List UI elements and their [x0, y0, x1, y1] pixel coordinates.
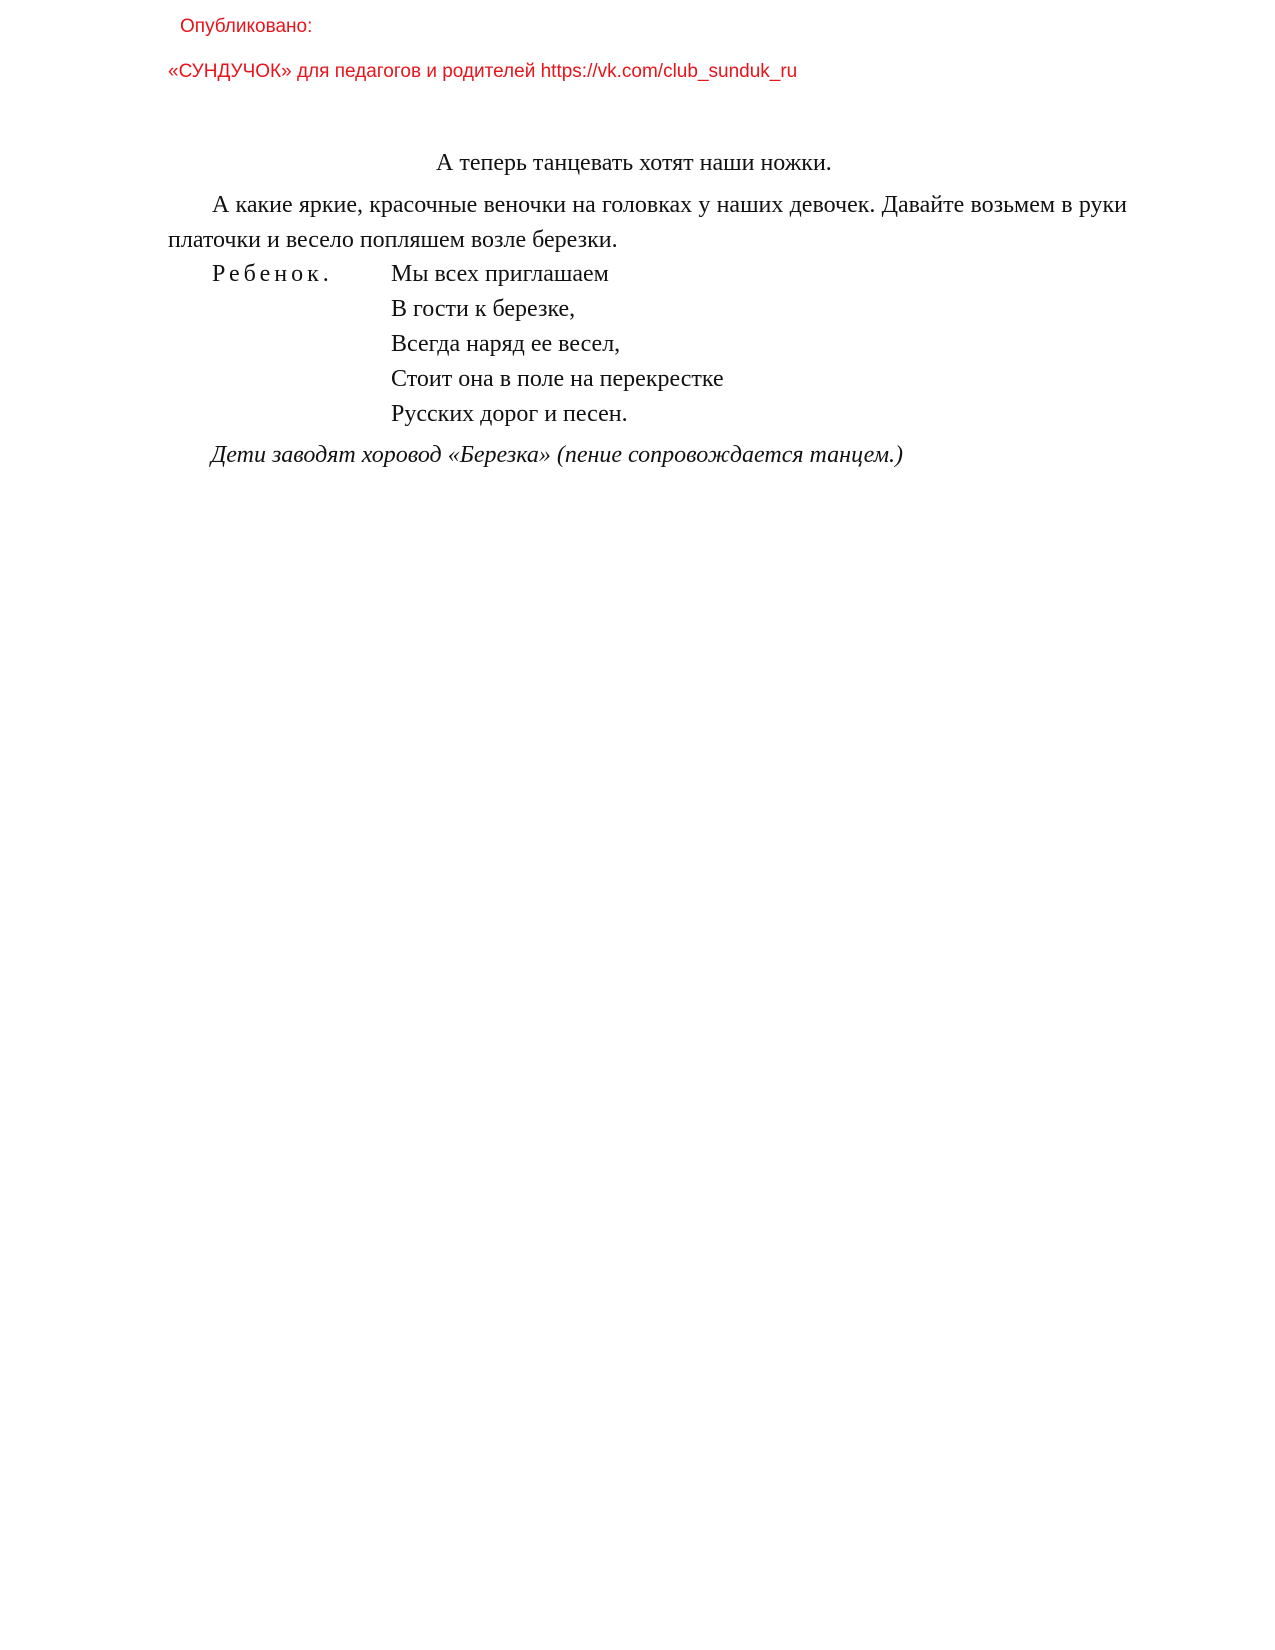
source-line: [168, 61, 797, 83]
verse-line: Стоит она в поле на перекрестке: [391, 366, 724, 392]
centered-line: А теперь танцевать хотят наши ножки.: [436, 150, 832, 176]
source-text: «СУНДУЧОК» для педагогов и родителей: [168, 61, 536, 82]
verse-line: Русских дорог и песен.: [391, 401, 628, 427]
published-label: Опубликовано:: [180, 16, 313, 37]
paragraph: А какие яркие, красочные веночки на головках у наших девочек. Давайте возьмем в руки платочки и весело попляшем возле березки.: [168, 192, 1127, 253]
verse-line: В гости к березке,: [391, 296, 576, 322]
stage-direction: Дети заводят хоровод «Березка» (пение сопровождается танцем.): [211, 442, 904, 468]
verse-line: Мы всех приглашаем: [391, 261, 609, 287]
source-link[interactable]: https://vk.com/club_sunduk_ru: [540, 61, 798, 82]
verse-line: Всегда наряд ее весел,: [391, 331, 621, 357]
speaker-label: Ребенок.: [212, 261, 333, 287]
